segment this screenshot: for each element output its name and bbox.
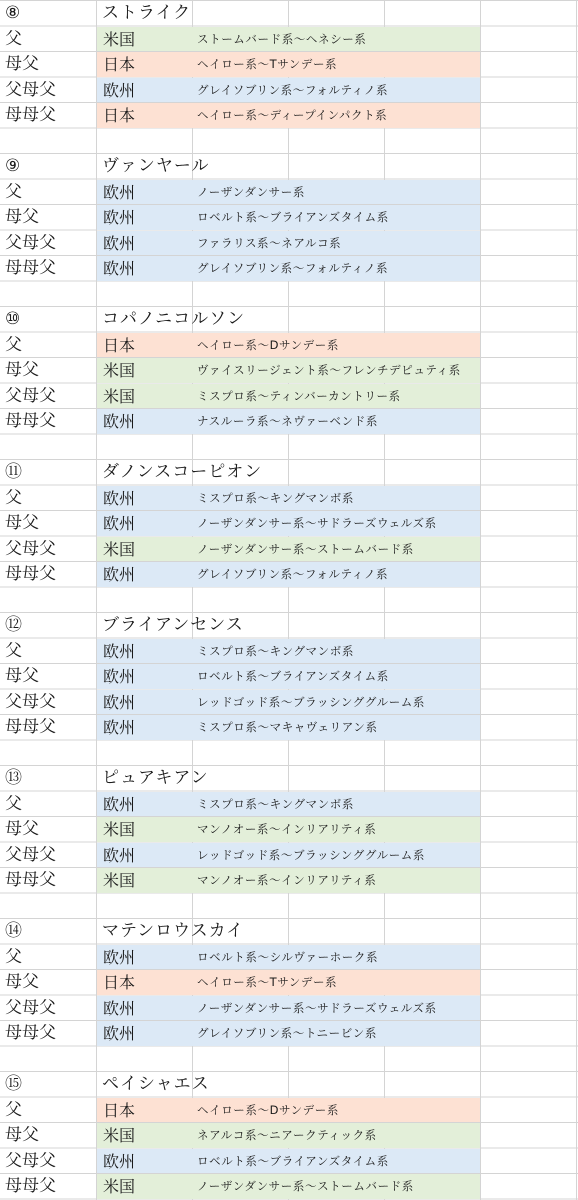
- pedigree-row[interactable]: [0, 944, 578, 970]
- origin-region: 米国: [103, 29, 136, 49]
- pedigree-row[interactable]: [0, 102, 578, 128]
- pedigree-row[interactable]: [0, 689, 578, 715]
- relation-label: 父: [5, 487, 22, 508]
- pedigree-row[interactable]: [0, 77, 578, 103]
- pedigree-row[interactable]: [0, 179, 578, 205]
- origin-region: 欧州: [103, 488, 136, 508]
- pedigree-row[interactable]: [0, 1148, 578, 1174]
- origin-region: 欧州: [103, 182, 136, 202]
- origin-region: 欧州: [103, 692, 136, 712]
- pedigree-row[interactable]: [0, 255, 578, 281]
- relation-label: 父: [5, 181, 22, 202]
- pedigree-row[interactable]: [0, 816, 578, 842]
- sire-lineage: レッドゴッド系～ブラッシンググルーム系: [197, 694, 425, 709]
- sire-lineage: グレイソブリン系～フォルティノ系: [197, 82, 389, 97]
- origin-region: 米国: [103, 361, 136, 380]
- sire-lineage: ノーザンダンサー系～ストームバード系: [197, 541, 414, 556]
- pedigree-row[interactable]: [0, 485, 578, 511]
- origin-region: 欧州: [103, 718, 136, 737]
- pedigree-row[interactable]: [0, 842, 578, 868]
- origin-region: 欧州: [103, 80, 136, 100]
- origin-region: 欧州: [103, 565, 136, 584]
- sire-lineage: ヘイロー系～Tサンデー系: [197, 57, 338, 71]
- sire-lineage: レッドゴッド系～ブラッシンググルーム系: [197, 847, 425, 862]
- pedigree-row[interactable]: [0, 969, 578, 995]
- origin-region: 欧州: [103, 208, 136, 227]
- sire-lineage: ナスルーラ系～ネヴァーベンド系: [197, 414, 378, 428]
- origin-region: 欧州: [103, 233, 136, 253]
- origin-region: 日本: [103, 55, 136, 74]
- relation-label: 母母父: [5, 105, 56, 125]
- pedigree-row[interactable]: [0, 510, 578, 536]
- relation-label: 父母父: [5, 538, 56, 559]
- pedigree-row[interactable]: [0, 867, 578, 893]
- relation-label: 父母父: [5, 232, 56, 253]
- relation-label: 母父: [5, 54, 39, 74]
- origin-region: 米国: [103, 1177, 136, 1196]
- relation-label: 母母父: [5, 717, 56, 737]
- sire-lineage: マンノオー系～インリアリティ系: [197, 873, 377, 887]
- origin-region: 米国: [103, 820, 136, 839]
- origin-region: 日本: [103, 106, 136, 125]
- relation-label: 父: [5, 28, 22, 49]
- origin-region: 日本: [103, 335, 136, 355]
- relation-label: 母父: [5, 513, 39, 533]
- pedigree-row[interactable]: [0, 230, 578, 256]
- relation-label: 父: [5, 640, 22, 661]
- horse-number: ⑭: [5, 921, 22, 941]
- origin-region: 米国: [103, 386, 136, 406]
- relation-label: 母父: [5, 666, 39, 686]
- horse-header-row[interactable]: [0, 612, 578, 638]
- sire-lineage: グレイソブリン系～トニービン系: [197, 1026, 378, 1040]
- sire-lineage: ノーザンダンサー系: [197, 184, 305, 199]
- sire-lineage: ヴァイスリージェント系～フレンチデピュティ系: [197, 363, 461, 377]
- horse-number: ⑧: [5, 3, 21, 23]
- relation-label: 母母父: [5, 258, 56, 278]
- relation-label: 母母父: [5, 1023, 56, 1043]
- relation-label: 父母父: [5, 79, 56, 100]
- sire-lineage: ストームバード系～ヘネシー系: [197, 31, 367, 46]
- origin-region: 欧州: [103, 998, 136, 1018]
- sire-lineage: マンノオー系～インリアリティ系: [197, 822, 377, 836]
- horse-name: ヴァンヤール: [102, 156, 210, 176]
- horse-number: ⑬: [5, 768, 22, 788]
- pedigree-row[interactable]: [0, 1097, 578, 1123]
- origin-region: 欧州: [103, 259, 136, 278]
- horse-header-row[interactable]: [0, 459, 578, 485]
- sire-lineage: ヘイロー系～Dサンデー系: [197, 337, 339, 352]
- pedigree-row[interactable]: [0, 1020, 578, 1046]
- pedigree-row[interactable]: [0, 714, 578, 740]
- sire-lineage: ロベルト系～シルヴァーホーク系: [197, 949, 379, 964]
- relation-label: 母父: [5, 819, 39, 839]
- sire-lineage: ノーザンダンサー系～サドラーズウェルズ系: [197, 516, 437, 530]
- sire-lineage: ファラリス系～ネアルコ系: [197, 235, 342, 250]
- sire-lineage: ロベルト系～ブライアンズタイム系: [197, 669, 389, 683]
- sire-lineage: ロベルト系～ブライアンズタイム系: [197, 1153, 389, 1168]
- horse-name: ダノンスコーピオン: [102, 462, 263, 482]
- origin-region: 日本: [103, 1100, 136, 1120]
- pedigree-row[interactable]: [0, 561, 578, 587]
- pedigree-row[interactable]: [0, 204, 578, 230]
- origin-region: 欧州: [103, 845, 136, 865]
- origin-region: 日本: [103, 973, 136, 992]
- relation-label: 父母父: [5, 997, 56, 1018]
- pedigree-row[interactable]: [0, 638, 578, 664]
- horse-name: ストライク: [102, 3, 192, 23]
- relation-label: 父母父: [5, 844, 56, 865]
- pedigree-row[interactable]: [0, 1173, 578, 1199]
- sire-lineage: ミスプロ系～マキャヴェリアン系: [197, 720, 378, 734]
- horse-name: ペイシャエス: [102, 1074, 210, 1094]
- sire-lineage: ミスプロ系～キングマンボ系: [197, 643, 354, 658]
- pedigree-row[interactable]: [0, 663, 578, 689]
- relation-label: 母母父: [5, 411, 56, 431]
- sire-lineage: ノーザンダンサー系～サドラーズウェルズ系: [197, 1000, 437, 1015]
- pedigree-row[interactable]: [0, 26, 578, 52]
- horse-header-row[interactable]: [0, 1071, 578, 1097]
- relation-label: 母父: [5, 360, 39, 380]
- horse-name: マテンロウスカイ: [102, 921, 245, 941]
- origin-region: 米国: [103, 1126, 136, 1145]
- relation-label: 母母父: [5, 870, 56, 890]
- origin-region: 欧州: [103, 794, 136, 814]
- horse-header-row[interactable]: [0, 153, 578, 179]
- sire-lineage: ミスプロ系～キングマンボ系: [197, 490, 354, 505]
- pedigree-row[interactable]: [0, 536, 578, 562]
- relation-label: 母父: [5, 207, 39, 227]
- relation-label: 母父: [5, 1125, 39, 1145]
- pedigree-row[interactable]: [0, 332, 578, 358]
- horse-name: ピュアキアン: [102, 768, 209, 788]
- sire-lineage: ヘイロー系～ディープインパクト系: [197, 108, 388, 122]
- pedigree-row[interactable]: [0, 51, 578, 77]
- pedigree-row[interactable]: [0, 791, 578, 817]
- origin-region: 欧州: [103, 947, 136, 967]
- pedigree-row[interactable]: [0, 357, 578, 383]
- origin-region: 欧州: [103, 667, 136, 686]
- pedigree-row[interactable]: [0, 995, 578, 1021]
- origin-region: 欧州: [103, 514, 136, 533]
- relation-label: 父母父: [5, 691, 56, 712]
- relation-label: 父: [5, 334, 22, 355]
- horse-name: コパノニコルソン: [102, 309, 246, 329]
- relation-label: 父: [5, 1099, 22, 1120]
- sire-lineage: ミスプロ系～キングマンボ系: [197, 796, 354, 811]
- origin-region: 欧州: [103, 1151, 136, 1171]
- relation-label: 父: [5, 793, 22, 814]
- relation-label: 父母父: [5, 1150, 56, 1171]
- relation-label: 父: [5, 946, 22, 967]
- origin-region: 欧州: [103, 412, 136, 431]
- horse-header-row[interactable]: [0, 306, 578, 332]
- sire-lineage: グレイソブリン系～フォルティノ系: [197, 261, 389, 275]
- pedigree-row[interactable]: [0, 1122, 578, 1148]
- sire-lineage: ノーザンダンサー系～ストームバード系: [197, 1179, 414, 1193]
- horse-number: ⑫: [5, 615, 22, 635]
- sire-lineage: ネアルコ系～ニアークティック系: [197, 1128, 377, 1142]
- horse-number: ⑪: [5, 462, 22, 482]
- horse-number: ⑩: [5, 309, 21, 329]
- sire-lineage: グレイソブリン系～フォルティノ系: [197, 567, 389, 581]
- sire-lineage: ミスプロ系～ティンバーカントリー系: [197, 388, 401, 403]
- sire-lineage: ヘイロー系～Dサンデー系: [197, 1102, 339, 1117]
- relation-label: 父母父: [5, 385, 56, 406]
- horse-number: ⑮: [5, 1074, 22, 1094]
- sire-lineage: ヘイロー系～Tサンデー系: [197, 975, 338, 989]
- horse-header-row[interactable]: [0, 918, 578, 944]
- sire-lineage: ロベルト系～ブライアンズタイム系: [197, 210, 389, 224]
- relation-label: 母父: [5, 972, 39, 992]
- origin-region: 欧州: [103, 641, 136, 661]
- pedigree-row[interactable]: [0, 383, 578, 409]
- relation-label: 母母父: [5, 564, 56, 584]
- horse-header-row[interactable]: [0, 765, 578, 791]
- horse-number: ⑨: [5, 156, 21, 176]
- horse-header-row[interactable]: [0, 0, 578, 26]
- pedigree-row[interactable]: [0, 408, 578, 434]
- horse-name: ブライアンセンス: [102, 615, 244, 635]
- origin-region: 米国: [103, 871, 136, 890]
- origin-region: 米国: [103, 539, 136, 559]
- origin-region: 欧州: [103, 1024, 136, 1043]
- relation-label: 母母父: [5, 1176, 56, 1196]
